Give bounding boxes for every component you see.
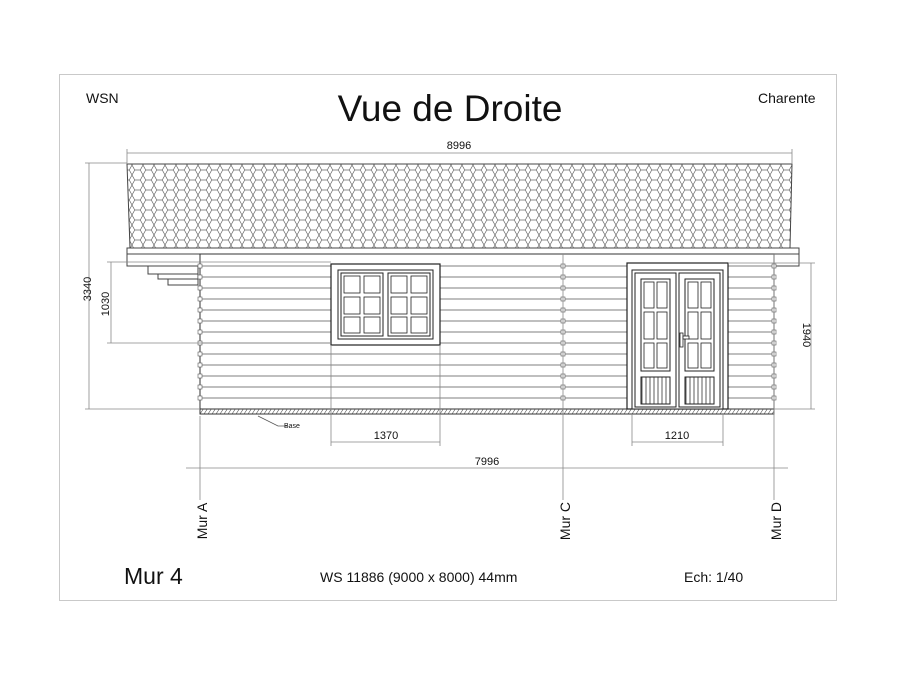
log-corner-notch xyxy=(198,319,202,323)
dim-total-roof-width: 8996 xyxy=(446,140,472,152)
region-label: Charente xyxy=(758,90,816,106)
log-corner-notch xyxy=(198,363,202,367)
log-corner-notch xyxy=(198,297,202,301)
overhang-steps xyxy=(148,266,198,285)
double-door xyxy=(627,263,728,409)
door-panel-right xyxy=(685,377,714,404)
wall-label-mur-a: Mur A xyxy=(194,502,210,540)
wall-label-mur-c: Mur C xyxy=(557,501,573,541)
dim-wall-width: 7996 xyxy=(474,456,500,468)
wall-name: Mur 4 xyxy=(124,563,183,589)
roof-fascia xyxy=(127,248,799,254)
log-corner-notch xyxy=(198,396,202,400)
log-corner-notch xyxy=(198,308,202,312)
dim-window-width: 1370 xyxy=(373,430,399,442)
log-corner-notch xyxy=(198,286,202,290)
log-corner-notch xyxy=(198,264,202,268)
log-corner-notch xyxy=(198,352,202,356)
drawing-title: Vue de Droite xyxy=(337,88,563,129)
roof xyxy=(127,164,799,266)
wall-label-mur-d: Mur D xyxy=(768,501,784,541)
roof-shingles xyxy=(127,164,792,248)
model-reference: WS 11886 (9000 x 8000) 44mm xyxy=(320,569,518,585)
wall-base xyxy=(200,409,774,414)
drawing-scale: Ech: 1/40 xyxy=(684,569,744,585)
window xyxy=(331,264,440,345)
dim-door-width: 1210 xyxy=(664,430,690,442)
dim-total-height: 3340 xyxy=(82,276,94,302)
log-corner-notch xyxy=(198,330,202,334)
log-corner-notch xyxy=(198,275,202,279)
log-corner-notch xyxy=(198,374,202,378)
door-panel-left xyxy=(641,377,670,404)
base-label: Base xyxy=(284,423,300,430)
dim-door-height: 1940 xyxy=(800,322,812,348)
log-corner-notch xyxy=(198,385,202,389)
brand-label: WSN xyxy=(86,90,119,106)
dim-window-height: 1030 xyxy=(100,291,112,317)
